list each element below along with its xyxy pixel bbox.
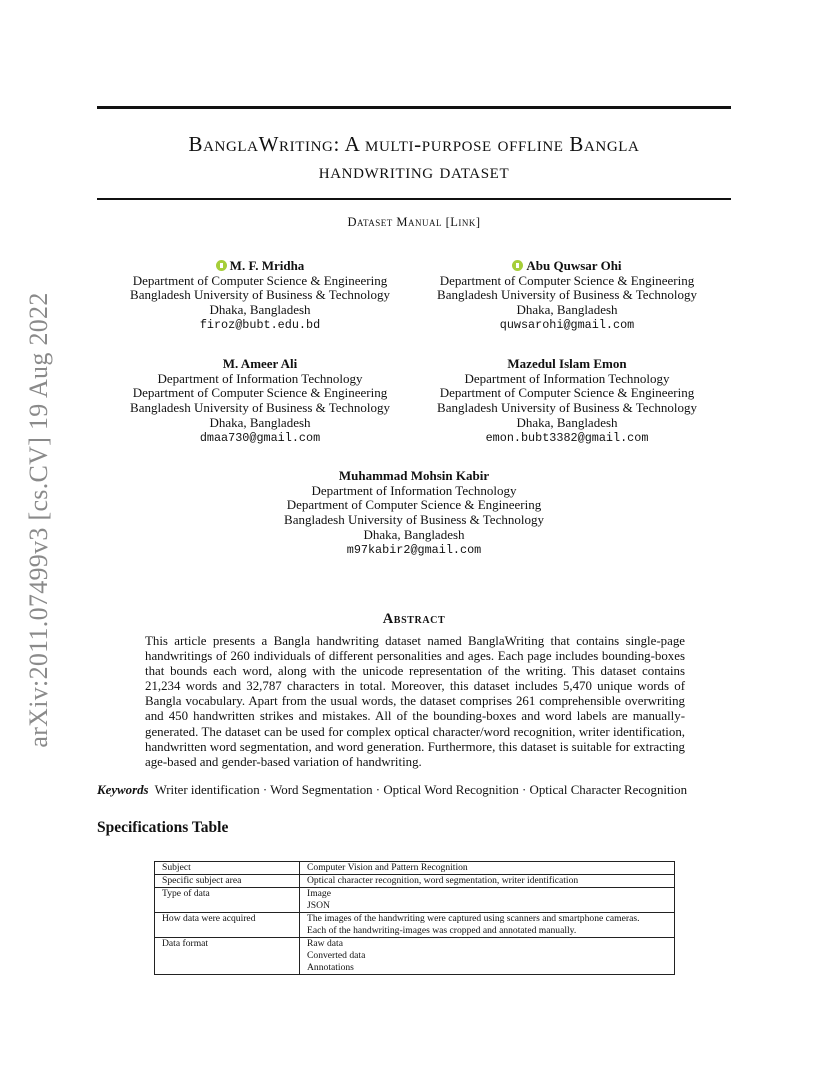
spec-value-line: Computer Vision and Pattern Recognition xyxy=(307,862,468,873)
title-bottom-rule xyxy=(97,198,731,200)
author-affiliation: Bangladesh University of Business & Technology xyxy=(437,287,697,303)
spec-value-cell xyxy=(300,888,675,913)
author-name-text: Abu Quwsar Ohi xyxy=(526,258,622,273)
author-affiliation: Dhaka, Bangladesh xyxy=(516,414,618,430)
keywords xyxy=(97,783,737,798)
spec-value-cell xyxy=(300,938,675,975)
spec-value-line: The images of the handwriting were captured using scanners and smartphone cameras. xyxy=(307,913,640,924)
author-affiliation: Bangladesh University of Business & Technology xyxy=(130,400,390,416)
author-affiliation: Department of Computer Science & Engineering xyxy=(132,385,388,401)
spec-value-cell xyxy=(300,862,675,875)
keywords-label: Keywords xyxy=(97,783,149,797)
author-affiliation: Department of Computer Science & Engineering xyxy=(439,385,695,401)
author-name xyxy=(110,259,410,274)
author-name xyxy=(417,259,717,274)
author-name xyxy=(264,469,564,484)
paper-title xyxy=(97,131,731,185)
author-email[interactable]: m97kabir2@gmail.com xyxy=(346,542,482,557)
spec-value-line: Optical character recognition, word segmentation, writer identification xyxy=(307,875,579,886)
author-block xyxy=(417,357,717,445)
spec-value-line: Each of the handwriting-images was cropped and annotated manually. xyxy=(307,925,577,936)
author-affiliation: Department of Computer Science & Engineering xyxy=(439,272,695,288)
spec-value-line: Image xyxy=(307,888,331,899)
abstract-heading: Abstract xyxy=(382,611,446,627)
author-affiliation: Department of Computer Science & Engineering xyxy=(132,272,388,288)
author-affiliation: Department of Information Technology xyxy=(464,370,670,386)
author-name xyxy=(417,357,717,372)
author-affiliation: Department of Information Technology xyxy=(157,370,363,386)
table-row xyxy=(155,888,675,913)
table-row xyxy=(155,862,675,875)
author-block xyxy=(417,259,717,333)
author-affiliation: Dhaka, Bangladesh xyxy=(209,302,311,318)
author-block xyxy=(110,357,410,445)
spec-value-line: JSON xyxy=(307,900,330,911)
spec-table xyxy=(154,861,675,975)
spec-value-line: Converted data xyxy=(307,950,366,961)
author-email[interactable]: quwsarohi@gmail.com xyxy=(499,317,635,332)
spec-value-line: Annotations xyxy=(307,962,354,973)
spec-key-cell: Type of data xyxy=(155,888,300,913)
table-row xyxy=(155,875,675,888)
author-affiliation: Bangladesh University of Business & Technology xyxy=(130,287,390,303)
author-affiliation: Dhaka, Bangladesh xyxy=(363,526,465,542)
table-row xyxy=(155,913,675,938)
arxiv-stamp: arXiv:2011.07499v3 [cs.CV] 19 Aug 2022 xyxy=(24,292,53,748)
author-email[interactable]: firoz@bubt.edu.bd xyxy=(199,317,321,332)
author-name-text: M. F. Mridha xyxy=(229,258,305,273)
table-row xyxy=(155,938,675,975)
keywords-text: Writer identification · Word Segmentation · Optical Word Recognition · Optical Character Recognition xyxy=(154,783,688,797)
title-line-2: handwriting dataset xyxy=(318,159,510,183)
spec-value-cell xyxy=(300,875,675,888)
title-top-rule xyxy=(97,106,731,109)
spec-value-cell xyxy=(300,913,675,938)
author-affiliation: Bangladesh University of Business & Technology xyxy=(284,512,544,528)
author-affiliation: Department of Information Technology xyxy=(311,482,517,498)
author-block xyxy=(110,259,410,333)
author-affiliation: Bangladesh University of Business & Technology xyxy=(437,400,697,416)
author-name xyxy=(110,357,410,372)
spec-value-line: Raw data xyxy=(307,938,343,949)
spec-key-cell: Specific subject area xyxy=(155,875,300,888)
orcid-icon[interactable] xyxy=(512,260,523,271)
author-email[interactable]: emon.bubt3382@gmail.com xyxy=(485,430,649,445)
spec-key-cell: Data format xyxy=(155,938,300,975)
author-email[interactable]: dmaa730@gmail.com xyxy=(199,430,321,445)
author-name-text: Mazedul Islam Emon xyxy=(507,356,627,371)
orcid-icon[interactable] xyxy=(216,260,227,271)
author-block xyxy=(264,469,564,557)
title-line-1: BanglaWriting: A multi-purpose offline Bangla xyxy=(188,132,640,156)
spec-key-cell: How data were acquired xyxy=(155,913,300,938)
author-affiliation: Dhaka, Bangladesh xyxy=(516,302,618,318)
author-name-text: M. Ameer Ali xyxy=(222,356,298,371)
author-affiliation: Department of Computer Science & Engineering xyxy=(286,497,542,513)
author-name-text: Muhammad Mohsin Kabir xyxy=(338,468,490,483)
author-affiliation: Dhaka, Bangladesh xyxy=(209,414,311,430)
spec-table-heading: Specifications Table xyxy=(97,819,229,836)
spec-key-cell: Subject xyxy=(155,862,300,875)
dataset-manual-link[interactable]: Dataset Manual [Link] xyxy=(347,215,481,229)
abstract-text: This article presents a Bangla handwriting dataset named BanglaWriting that contains single-page handwritings of 260 individuals of different personalities and ages. Each page includes bounding-boxes that bounds each word, along with the unicode representation of the writing. This dataset contains 21,234 words and 32,787 characters in total. Moreover, this dataset includes 5,470 unique words of Bangla vocabulary. Apart from the usual words, the dataset comprises 261 comprehensible overwriting and 450 handwritten strikes and mistakes. All of the bounding-boxes and word labels are manually-generated. The dataset can be used for complex optical character/word recognition, writer identification, handwritten word segmentation, and word generation. Furthermore, this dataset is suitable for extracting age-based and gender-based variation of handwriting. xyxy=(145,634,685,769)
